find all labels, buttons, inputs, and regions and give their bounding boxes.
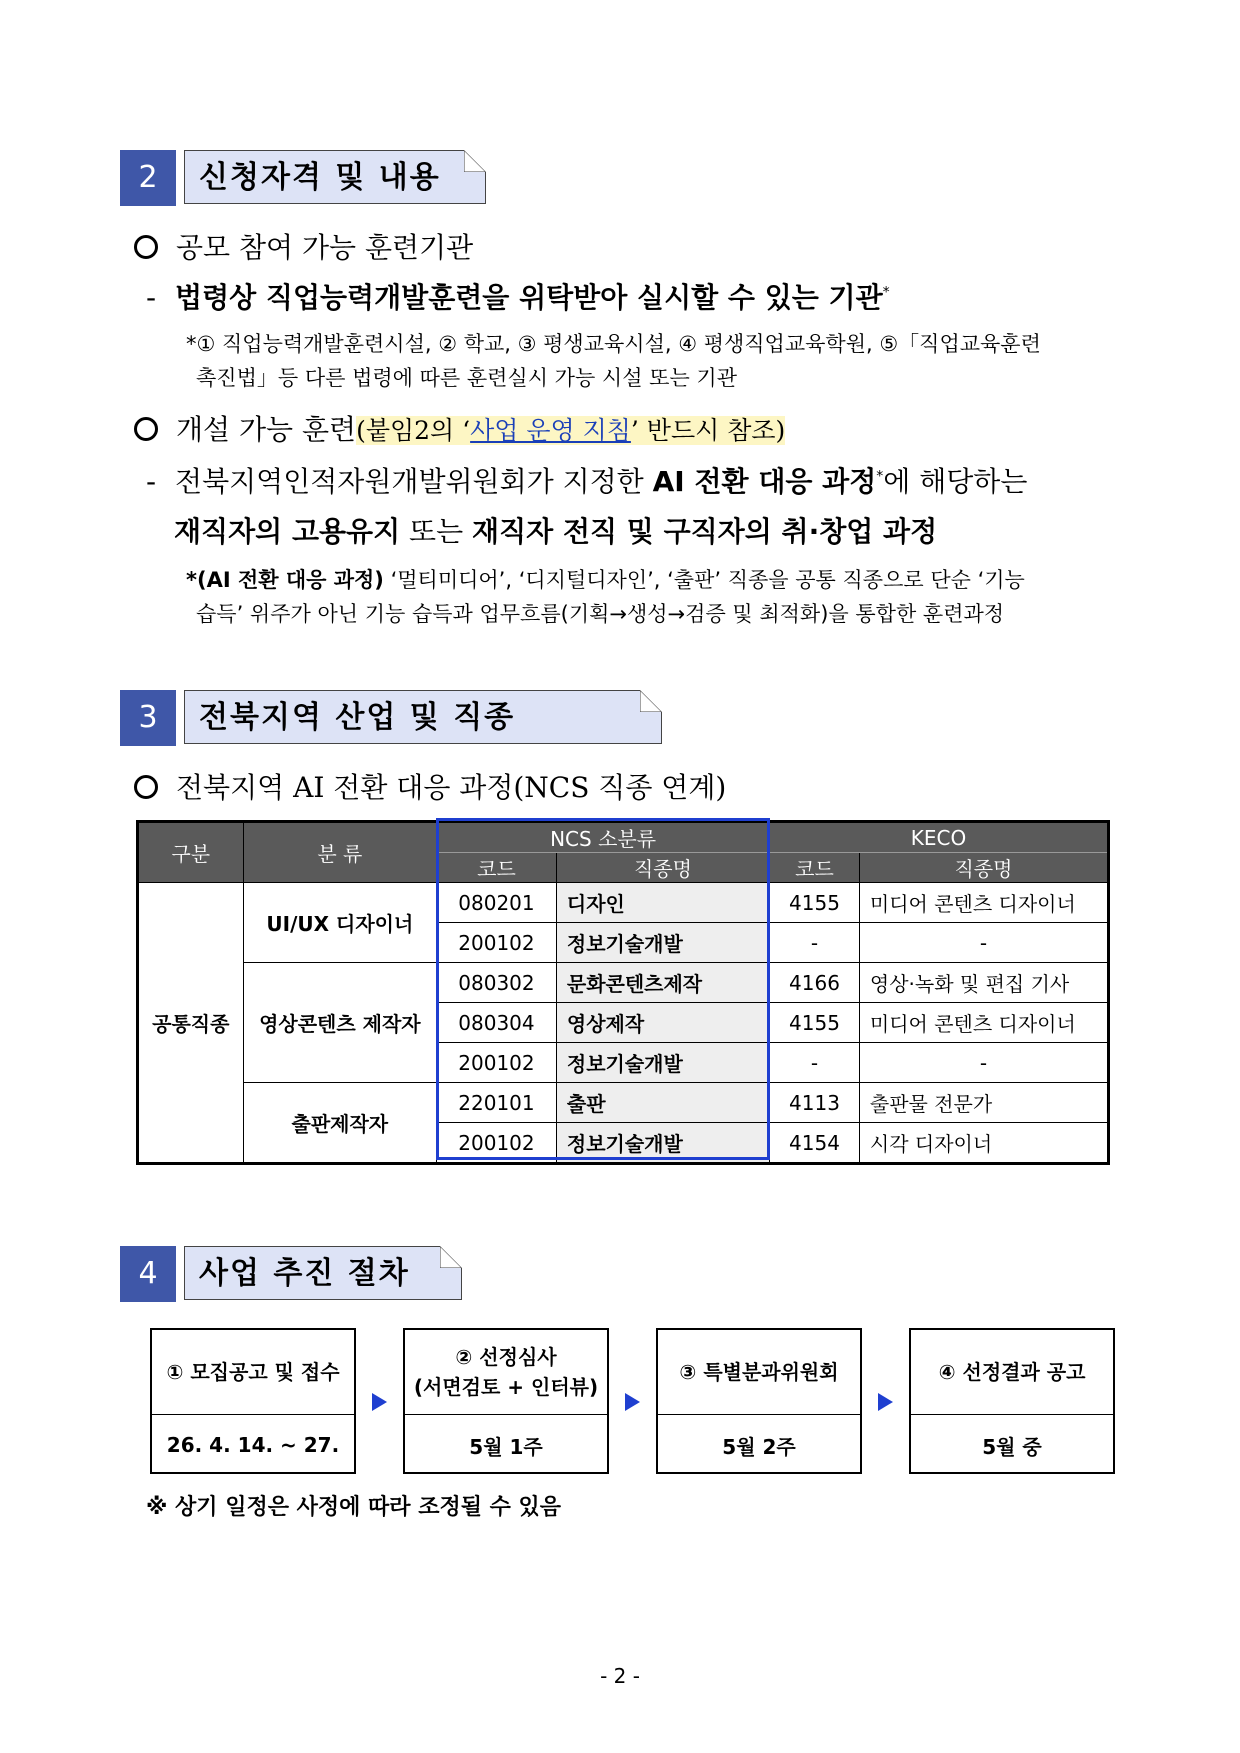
dash-item [146, 460, 1027, 500]
ncs-name-cell: 정보기술개발 [556, 1043, 769, 1083]
keco-code-cell: 4155 [770, 883, 860, 923]
dash-text-bold: 재직자의 고용유지 [174, 515, 401, 548]
keco-name-cell: 미디어 콘텐츠 디자이너 [859, 1003, 1108, 1043]
bullet-text: 전북지역 AI 전환 대응 과정(NCS 직종 연계) [176, 771, 727, 804]
keco-name-cell: 시각 디자이너 [859, 1123, 1108, 1164]
dash-text: 법령상 직업능력개발훈련을 위탁받아 실시할 수 있는 기관 [175, 281, 883, 314]
ncs-code-cell: 220101 [437, 1083, 557, 1123]
header-bunryu: 분 류 [243, 822, 436, 883]
process-step [656, 1328, 862, 1474]
header-keco-code: 코드 [770, 853, 860, 883]
footnote-line: 촉진법」등 다른 법령에 따른 훈련실시 가능 시설 또는 기관 [196, 366, 737, 390]
keco-code-cell: - [770, 1043, 860, 1083]
page-number: - 2 - [600, 1664, 640, 1688]
ncs-code-cell: 080304 [437, 1003, 557, 1043]
keco-name-cell: 출판물 전문가 [859, 1083, 1108, 1123]
table-row [138, 1083, 1109, 1123]
circle-bullet-icon [134, 417, 158, 441]
bullet-item [134, 226, 473, 266]
header-ncs-job: 직종명 [556, 853, 769, 883]
keco-code-cell: 4166 [770, 963, 860, 1003]
header-keco: KECO [770, 822, 1109, 853]
keco-name-cell: - [859, 1043, 1108, 1083]
header-ncs-code: 코드 [437, 853, 557, 883]
table-row [138, 883, 1109, 923]
ncs-table [136, 820, 1110, 1165]
footnote-mark: * [876, 468, 884, 485]
bullet-text: 공모 참여 가능 훈련기관 [176, 231, 474, 264]
keco-name-cell: - [859, 923, 1108, 963]
step-date: 5월 1주 [469, 1434, 543, 1459]
keco-code-cell: 4113 [770, 1083, 860, 1123]
bullet-item [134, 408, 785, 448]
bullet-item [134, 766, 726, 806]
ncs-name-cell: 문화콘텐츠제작 [556, 963, 769, 1003]
keco-code-cell: 4155 [770, 1003, 860, 1043]
ncs-name-cell: 정보기술개발 [556, 1123, 769, 1164]
ncs-code-cell: 200102 [437, 923, 557, 963]
footnote-bold: *(AI 전환 대응 과정) [186, 568, 384, 592]
ncs-name-cell: 정보기술개발 [556, 923, 769, 963]
process-step [909, 1328, 1115, 1474]
ncs-code-cell: 200102 [437, 1123, 557, 1164]
dash-item-continued [174, 510, 937, 550]
category-cell: 출판제작자 [243, 1083, 436, 1164]
footnote-mark: * [882, 284, 890, 301]
step-title [405, 1330, 607, 1415]
footnote-text: ‘멀티미디어’, ‘디지털디자인’, ‘출판’ 직종을 공통 직종으로 단순 ‘기능 [383, 568, 1025, 592]
section-title [184, 1246, 462, 1300]
dash-text: 또는 [400, 515, 473, 548]
step-title-line: (서면검토 + 인터뷰) [413, 1375, 599, 1399]
section-title-text: 신청자격 및 내용 [199, 160, 441, 195]
category-cell: 영상콘텐츠 제작자 [243, 963, 436, 1083]
step-title [911, 1330, 1113, 1415]
footnote-line [186, 564, 1025, 594]
section-number: 2 [120, 150, 176, 206]
ncs-name-cell: 영상제작 [556, 1003, 769, 1043]
header-keco-job: 직종명 [859, 853, 1108, 883]
section-title-text: 사업 추진 절차 [199, 1256, 410, 1291]
step-date: 26. 4. 14. ~ 27. [166, 1433, 340, 1457]
page-fold-icon [464, 150, 486, 172]
footnote-line: 습득’ 위주가 아닌 기능 습득과 업무흐름(기획→생성→검증 및 최적화)을 통합한 훈련과정 [196, 602, 1005, 626]
table-row [138, 963, 1109, 1003]
step-title [658, 1330, 860, 1415]
highlight-pre: (붙임2의 ‘ [356, 416, 471, 445]
dash-text: 에 해당하는 [883, 465, 1028, 498]
category-cell: UI/UX 디자이너 [243, 883, 436, 963]
circle-bullet-icon [134, 235, 158, 259]
ncs-code-cell: 080302 [437, 963, 557, 1003]
keco-code-cell: - [770, 923, 860, 963]
ncs-code-cell: 200102 [437, 1043, 557, 1083]
step-date: 5월 중 [982, 1434, 1042, 1459]
group-cell: 공통직종 [138, 883, 244, 1164]
arrow-right-icon [625, 1393, 640, 1411]
keco-name-cell: 미디어 콘텐츠 디자이너 [859, 883, 1108, 923]
page-fold-icon [440, 1246, 462, 1268]
header-gubun: 구분 [138, 822, 244, 883]
step-title-line: ③ 특별분과위원회 [679, 1360, 839, 1384]
section-title [184, 690, 662, 744]
dash-mark: - [146, 281, 157, 314]
page-fold-icon [640, 690, 662, 712]
section-number: 4 [120, 1246, 176, 1302]
guideline-link[interactable]: 사업 운영 지침 [470, 416, 631, 445]
keco-name-cell: 영상·녹화 및 편집 기사 [859, 963, 1108, 1003]
circle-bullet-icon [134, 775, 158, 799]
step-title [152, 1330, 354, 1415]
dash-text: 전북지역인적자원개발위원회가 지정한 [175, 465, 653, 498]
ncs-code-cell: 080201 [437, 883, 557, 923]
section-number: 3 [120, 690, 176, 746]
schedule-note: ※ 상기 일정은 사정에 따라 조정될 수 있음 [146, 1495, 562, 1520]
arrow-right-icon [372, 1393, 387, 1411]
process-step [403, 1328, 609, 1474]
step-title-line: ② 선정심사 [455, 1345, 557, 1369]
dash-mark: - [146, 465, 157, 498]
keco-code-cell: 4154 [770, 1123, 860, 1164]
ncs-name-cell: 출판 [556, 1083, 769, 1123]
step-date: 5월 2주 [722, 1434, 796, 1459]
highlight-post: ’ 반드시 참조) [630, 416, 786, 445]
section-title [184, 150, 486, 204]
dash-text-bold: 재직자 전직 및 구직자의 취·창업 과정 [472, 515, 938, 548]
step-title-line: ① 모집공고 및 접수 [166, 1360, 340, 1384]
arrow-right-icon [878, 1393, 893, 1411]
footnote-line: *① 직업능력개발훈련시설, ② 학교, ③ 평생교육시설, ④ 평생직업교육학원, ⑤「직업교육훈련 [186, 332, 1041, 356]
header-ncs: NCS 소분류 [437, 822, 770, 853]
highlight-note [356, 416, 785, 445]
dash-item [146, 276, 890, 316]
dash-text-bold: AI 전환 대응 과정 [652, 465, 877, 498]
process-step [150, 1328, 356, 1474]
section-title-text: 전북지역 산업 및 직종 [199, 700, 516, 735]
ncs-name-cell: 디자인 [556, 883, 769, 923]
bullet-text: 개설 가능 훈련 [176, 413, 357, 446]
step-title-line: ④ 선정결과 공고 [938, 1360, 1086, 1384]
